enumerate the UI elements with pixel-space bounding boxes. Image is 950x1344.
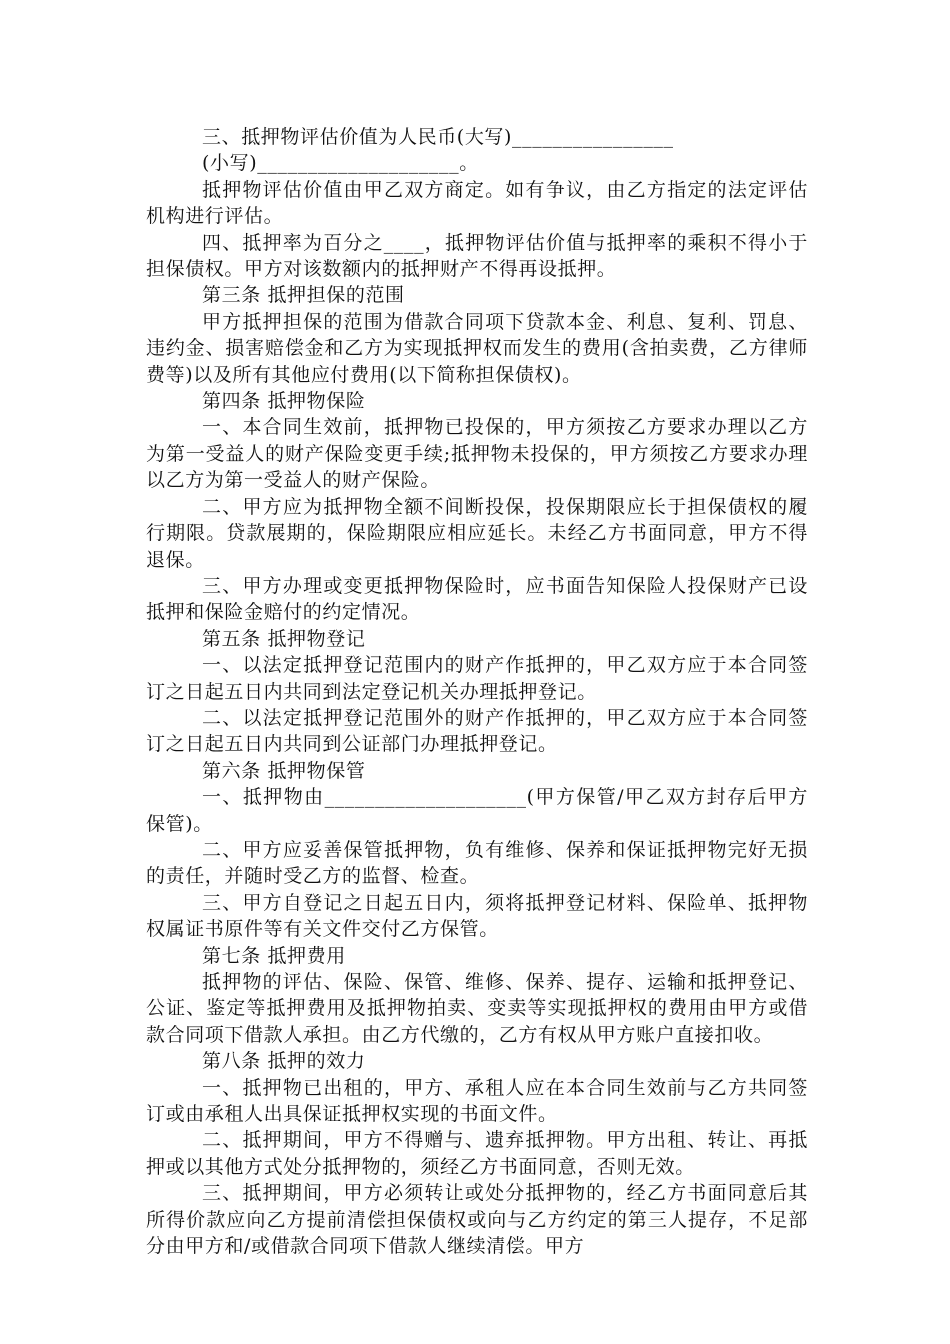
article-8-heading: 第八条 抵押的效力 <box>202 1050 366 1073</box>
document-body <box>146 124 808 1259</box>
article-3-paragraph: 甲方抵押担保的范围为借款合同项下贷款本金、利息、复利、罚息、违约金、损害赔偿金和乙方为实现抵押权而发生的费用(含拍卖费，乙方律师费等)以及所有其他应付费用(以下简称担保债权)。 <box>146 310 808 386</box>
paragraph-valuation-numeric: (小写)____________________。 <box>202 152 479 175</box>
article-6-item-2: 二、甲方应妥善保管抵押物，负有维修、保养和保证抵押物完好无损的责任，并随时受乙方的监督、检查。 <box>146 838 808 888</box>
article-4-heading: 第四条 抵押物保险 <box>202 390 366 413</box>
article-4-item-2: 二、甲方应为抵押物全额不间断投保，投保期限应长于担保债权的履行期限。贷款展期的，保险期限应相应延长。未经乙方书面同意，甲方不得退保。 <box>146 495 808 571</box>
article-4-item-3: 三、甲方办理或变更抵押物保险时，应书面告知保险人投保财产已设抵押和保险金赔付的约定情况。 <box>146 574 808 624</box>
paragraph-valuation-capital: 三、抵押物评估价值为人民币(大写)________________ <box>202 126 674 148</box>
paragraph-valuation-agreement: 抵押物评估价值由甲乙双方商定。如有争议，由乙方指定的法定评估机构进行评估。 <box>146 178 808 228</box>
article-6-heading: 第六条 抵押物保管 <box>202 759 366 782</box>
article-3-heading: 第三条 抵押担保的范围 <box>202 284 405 307</box>
article-6-item-1: 一、抵押物由____________________(甲方保管/甲乙双方封存后甲方保管)。 <box>146 786 808 835</box>
article-8-item-3: 三、抵押期间，甲方必须转让或处分抵押物的，经乙方书面同意后其所得价款应向乙方提前清偿担保债权或向与乙方约定的第三人提存，不足部分由甲方和/或借款合同项下借款人继续清偿。甲方 <box>146 1182 808 1258</box>
article-5-heading: 第五条 抵押物登记 <box>202 627 366 650</box>
article-5-item-2: 二、以法定抵押登记范围外的财产作抵押的，甲乙双方应于本合同签订之日起五日内共同到公证部门办理抵押登记。 <box>146 706 808 756</box>
article-7-paragraph: 抵押物的评估、保险、保管、维修、保养、提存、运输和抵押登记、公证、鉴定等抵押费用及抵押物拍卖、变卖等实现抵押权的费用由甲方或借款合同项下借款人承担。由乙方代缴的，乙方有权从甲方账户直接扣收。 <box>146 971 808 1046</box>
article-8-item-1: 一、抵押物已出租的，甲方、承租人应在本合同生效前与乙方共同签订或由承租人出具保证抵押权实现的书面文件。 <box>146 1076 808 1126</box>
article-8-item-2: 二、抵押期间，甲方不得赠与、遗弃抵押物。甲方出租、转让、再抵押或以其他方式处分抵押物的，须经乙方书面同意，否则无效。 <box>146 1129 808 1178</box>
article-7-heading: 第七条 抵押费用 <box>202 944 346 967</box>
paragraph-mortgage-rate: 四、抵押率为百分之____，抵押物评估价值与抵押率的乘积不得小于担保债权。甲方对该数额内的抵押财产不得再设抵押。 <box>146 231 808 281</box>
article-5-item-1: 一、以法定抵押登记范围内的财产作抵押的，甲乙双方应于本合同签订之日起五日内共同到法定登记机关办理抵押登记。 <box>146 654 808 703</box>
article-6-item-3: 三、甲方自登记之日起五日内，须将抵押登记材料、保险单、抵押物权属证书原件等有关文件交付乙方保管。 <box>146 891 808 941</box>
article-4-item-1: 一、本合同生效前，抵押物已投保的，甲方须按乙方要求办理以乙方为第一受益人的财产保险变更手续;抵押物未投保的，甲方须按乙方要求办理以乙方为第一受益人的财产保险。 <box>146 416 808 492</box>
